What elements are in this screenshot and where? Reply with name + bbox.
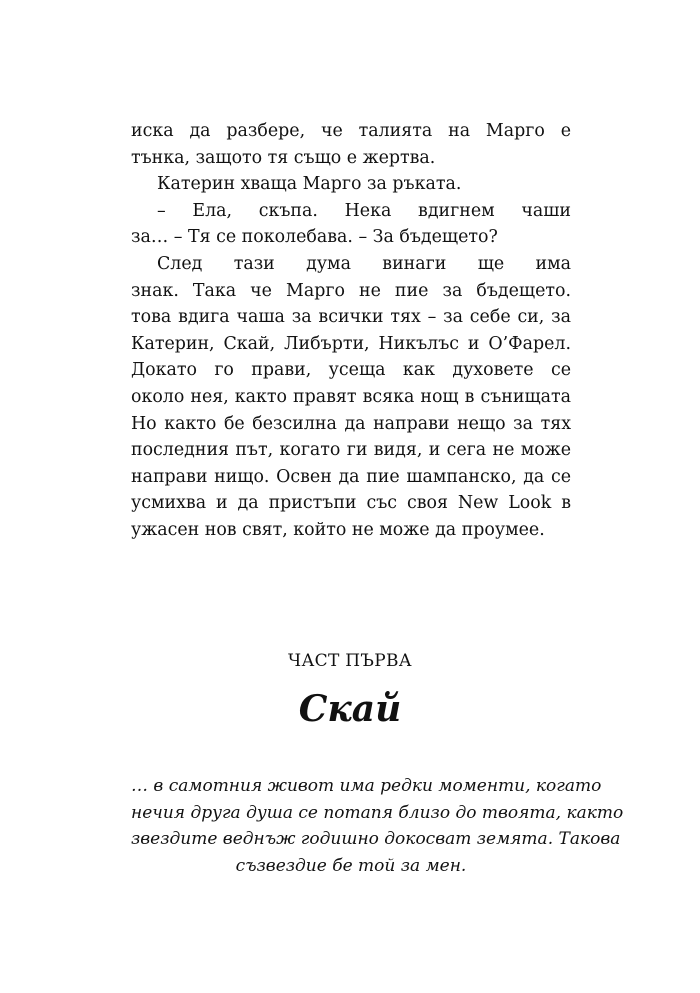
chapter-title: Скай — [298, 688, 402, 730]
body-text — [131, 118, 571, 544]
text-line: това вдига чаша за всички тях – за себе си, за — [131, 307, 571, 328]
text-line: Катерин хваща Марго за ръката. — [157, 174, 462, 195]
text-line: иска да разбере, че талията на Марго е — [131, 121, 571, 141]
text-line: около нея, както правят всяка нощ в сънищата — [131, 386, 571, 407]
text-line: След тази дума винаги ще има — [157, 253, 571, 274]
text-line: Но както бе безсилна да направи нещо за тях — [131, 413, 571, 434]
epigraph — [131, 773, 624, 879]
text-line: направи нищо. Освен да пие шампанско, да се — [131, 466, 571, 487]
text-line: за… – Тя се поколебава. – За бъдещето? — [131, 227, 498, 248]
epigraph-line: звездите веднъж годишно докосват земята. Такова — [131, 829, 621, 850]
text-line: усмихва и да пристъпи със своя New Look в — [131, 493, 571, 514]
epigraph-line: съзвездие бе той за мен. — [235, 855, 467, 876]
text-line: Катерин, Скай, Либърти, Никълъс и О’Фарел. — [131, 333, 571, 354]
part-label: ЧАСТ ПЪРВА — [288, 651, 412, 671]
text-line: – Ела, скъпа. Нека вдигнем чаши — [157, 200, 571, 221]
text-line: Докато го прави, усеща как духовете се — [131, 360, 571, 381]
text-line: ужасен нов свят, който не може да проумее. — [131, 519, 545, 540]
epigraph-line: … в самотния живот има редки моменти, когато — [131, 776, 602, 796]
text-line: тънка, защото тя също е жертва. — [131, 147, 436, 168]
epigraph-line: нечия друга душа се потапя близо до твоята, както — [131, 802, 624, 823]
text-line: последния път, когато ги видя, и сега не може — [131, 440, 571, 461]
text-line: знак. Така че Марго не пие за бъдещето. — [131, 280, 571, 301]
